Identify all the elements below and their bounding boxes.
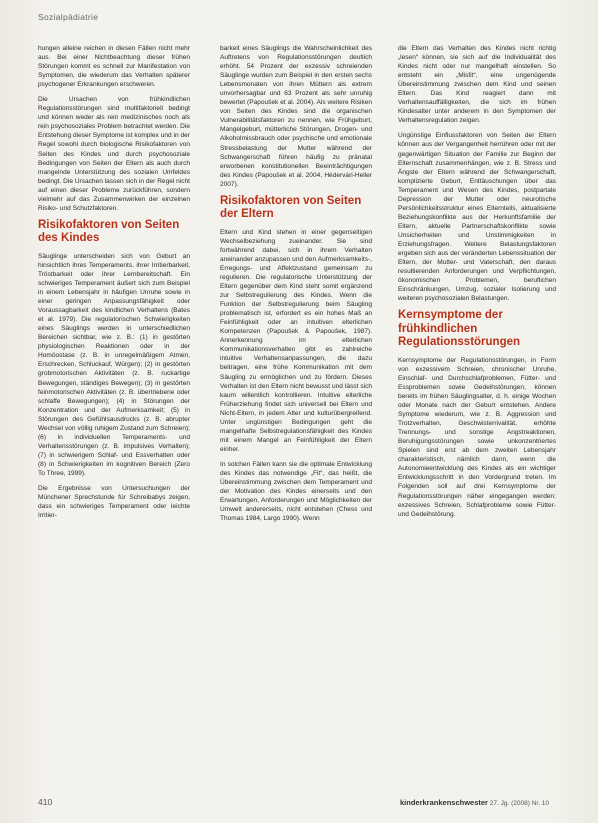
section-heading-core-symptoms: Kernsymptome der frühkindlichen Regulationsstörungen [398, 309, 521, 349]
paragraph: Säuglinge unterscheiden sich von Geburt an hinsichtlich ihres Temperaments, ihrer Irritierbarkeit, Tröstbarkeit oder ihrer Lernbereitschaft. Ein schwieriges Temperament äußert sich zum Beispiel in einem Lebensjahr in häufigen Unruhe sowie in einer geringen Anpassungsfähigkeit oder Voraussagbarkeit des kindlichen Verhaltens (Bates et al. 1979). Die regulatorischen Schwierigkeiten eines Säuglings werden in unterschiedlichen Bereichen sichtbar, wie z. B.: (1) in gestörten physiologischen Reaktionen oder in der Homöostase (z. B. in unregelmäßigem Atmen, Erschrecken, Schluckauf, Würgen); (2) in gestörten grobmotorischen Aktivitäten (z. B. ruckartige Bewegungen, ständiges Bewegen); (3) in gestörten feinmotorischen Aktivitäten (z. B. übertriebene oder schlaffe Bewegungen); (4) in Störungen der Konzentration und der Aufmerksamkeit; (5) in Störungen des Gefühlsausdrucks (z. B. abrupter Wechsel von völlig ruhigem Zustand zum Schreien); (6) in individuellen Temperaments- und Verhaltensstörungen (z. B. impulsives Verhalten); (7) in schwierigem Schlaf- und Essverhalten oder (8) in Schwierigkeiten im kognitiven Bereich (Zero To Three, 1999). [38, 252, 190, 477]
paragraph: Kernsymptome der Regulationsstörungen, in Form von exzessivem Schreien, chronischer Unruhe, Einschlaf- und Durchschlafproblemen, Fütter- und Essproblemen sowie Gedeihstörungen, können bereits im frühen Säuglingsalter, d. h. einige Wochen oder Monate nach der Geburt entstehen. Andere Symptome wiederum, wie z. B. Aggression und Trotzverhalten, Geschwisterrivalität, erhöhte Trennungs- und sonstige Angstreaktionen, Beruhigungsstörungen sowie unkonzentriertes Spielen sind erst ab dem zweiten Lebensjahr charakteristisch, nämlich dann, wenn die Autonomieentwicklung des Kindes als ein wichtiger Entwicklungsschritt in den Vordergrund treten. Im Folgenden soll auf drei Kernsymptome der Regulationsstörungen näher eingegangen werden: exzessives Schreien, Schlafprobleme sowie Fütter- und Gedeihstörung. [398, 356, 556, 518]
paragraph: In solchen Fällen kann sie die optimale Entwicklung des Kindes das notwendige „Fit“, das heißt, die Übereinstimmung zwischen dem Temperament und der Motivation des Kindes einerseits und den Erwartungen, Anforderungen und Möglichkeiten der Umwelt andererseits, nicht entstehen (Chess und Thomas 1984, Largo 1990). Wenn [220, 460, 372, 523]
journal-footer [400, 798, 549, 807]
paragraph: Die Ursachen von frühkindlichen Regulationsstörungen sind multifaktoriell bedingt und können weder als rein medizinisches noch als rein psychosoziales Problem betrachtet werden. Die Entstehung dieser Symptome ist komplex und in der Regel sowohl durch biologische Risikofaktoren von Seiten des Kindes und durch psychosoziale Bedingungen von Seiten der Eltern als auch durch mangelnde Unterstützung des sozialen Umfeldes bedingt. Die Ursachen lassen sich in der Regel nicht auf einen dieser Probleme zurückführen, sondern vielmehr auf das Zusammenwirken der einzelnen Risiko- und Schutzfaktoren. [38, 96, 190, 212]
section-heading-parent-risk: Risikofaktoren von Seiten der Eltern [220, 194, 362, 221]
paragraph: Ungünstige Einflussfaktoren von Seiten der Eltern können aus der Vergangenheit herrühren oder mit der gegenwärtigen Situation der Familie zur Beginn der Elternschaft zusammenhängen, wie z. B. Stress und Ängste der Eltern während der Schwangerschaft, komplizierte Geburt, Enttäuschungen über das Temperament und Wesen des Kindes, postpartale Depression der Mutter oder neurotische Persönlichkeitsstruktur eines Elternteils, aktualisierte Beziehungskonflikte aus der Herkunftsfamilie der Eltern, aktuelle Partnerschaftskonflikte sowie Unsicherheiten und Unstimmigkeiten in Erziehungsfragen. Weitere Belastungsfaktoren ergeben sich aus der veränderten Lebenssituation der Eltern, der Mutter- und Vaterschaft, den daraus resultierenden Anforderungen und Verpflichtungen, ökonomischen Problemen, beruflichen Einschränkungen, Umzug, sozialer Isolierung und weiteren psychosozialen Belastungen. [398, 132, 556, 303]
column-right [398, 44, 556, 804]
page-number: 410 [38, 797, 53, 807]
paragraph: Die Ergebnisse von Untersuchungen der Münchener Sprechstunde für Schreibabys zeigen, dass ein schwieriges Temperament oder leichte Irritier- [38, 485, 190, 520]
section-heading-child-risk: Risikofaktoren von Seiten des Kindes [38, 218, 180, 245]
paragraph: barkeit eines Säuglings die Wahrscheinlichkeit des Auftretens von Regulationsstörungen deutlich erhöht. 54 Prozent der exzessiv schreienden Säuglinge wurden zum Beispiel in den ersten sechs Lebensmonaten von ihren Müttern als extrem unvorhersagbar und 63 Prozent als sehr unruhig bewertet (Papoušek et al. 2004). Als weitere Risiken von Seiten des Kindes sind die organischen Vulnerabilitätsfaktoren zu nennen, wie Frühgeburt, Mangelgeburt, mütterliche Störungen, Drogen- und Alkoholmissbrauch oder psychische und emotionale Stressbelastung der Mutter während der Schwangerschaft führen häufig zu pränatal erworbenen konstitutionellen Beeinträchtigungen des Kindes (Papoušek et al. 2004, Hédervári-Heller 2007). [220, 45, 372, 188]
paragraph: die Eltern das Verhalten des Kindes nicht richtig „lesen“ können, sie sich auf die Individualität des Kindes nicht oder nur mangelhaft einstellen. So entsteht ein „Misfit“, eine ungenügende Übereinstimmung zwischen dem Kind und seinen Eltern. Das Kind reagiert dann mit Verhaltensauffälligkeiten, die sich im frühen Kindesalter unter anderem in den Symptomen der Verhaltensregulation zeigen. [398, 45, 556, 125]
journal-issue: 27. Jg. (2008) Nr. 10 [489, 800, 550, 807]
paragraph: Eltern und Kind stehen in einer gegenseitigen Wechselbeziehung zueinander. Sie sind fortwährend dabei, sich in ihrem Verhalten aneinander anzupassen und den Aufmerksamkeits-, Erregungs- und Affektzustand gemeinsam zu regulieren. Die regulatorische Unterstützung der Eltern gegenüber dem Kind steht somit ergänzend zur Selbstregulierung des Kindes. Wenn die Funktion der Selbstregulierung beim Säugling problematisch ist, erfordert es ein hohes Maß an Feinfühligkeit oder an intuitiven elterlichen Kompetenzen (Papoušek & Papoušek, 1987). Annerkennung im elterlichen Kommunikationsverhalten gibt es zahlreiche intuitive Verhaltensanpassungen, die dazu beitragen, eine frühe Kommunikation mit dem Säugling zu ermöglichen und zu fördern. Dieses Verhalten ist den Eltern nicht bewusst und lässt sich kaum willentlich kontrollieren. Intuitive elterliche Früherziehung findet sich universell bei Eltern und Nicht-Eltern, in jedem Alter und kulturübergreifend. Unter ungünstigen Bedingungen geht die mangelhafte Selbstregulationsfähigkeit des Kindes mit einem Mangel an Feinfühligkeit der Eltern einher. [220, 228, 372, 453]
column-left [38, 44, 190, 804]
paragraph: hungen alleine reichen in diesen Fällen nicht mehr aus. Bei einer Nichtbeachtung dieser frühen Störungen kommt es schnell zur Manifestation von Symptomen, die wiederum das Verhalten späterer psychogener Erkrankungen erschweren. [38, 45, 190, 89]
journal-name: kinderkrankenschwester [400, 798, 488, 807]
running-head: Sozialpädiatrie [38, 12, 99, 22]
column-middle [220, 44, 372, 804]
